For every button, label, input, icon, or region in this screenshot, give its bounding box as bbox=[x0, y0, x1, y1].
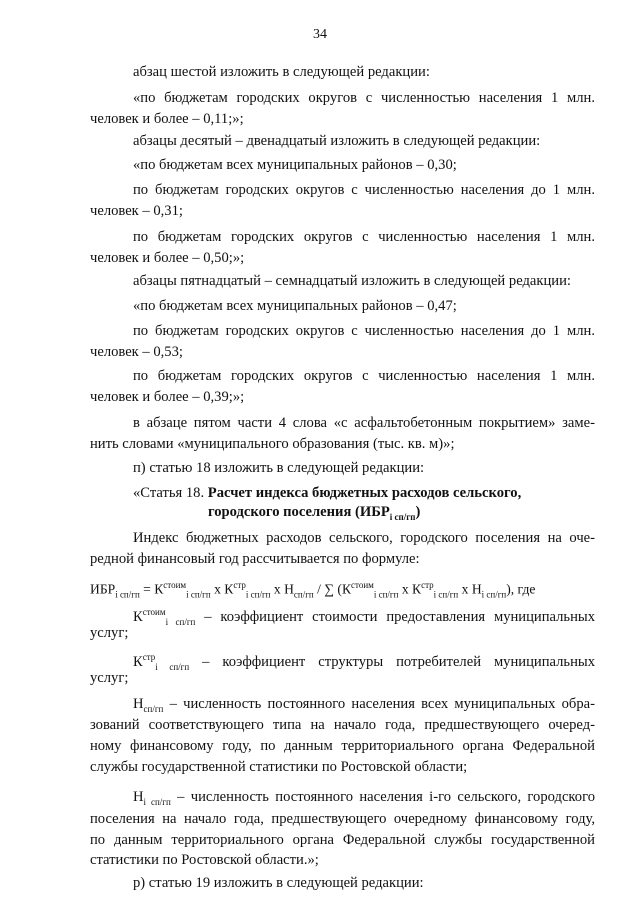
text-line: р) статью 19 изложить в следующей редакции: bbox=[133, 875, 424, 891]
text-line: нить словами «муниципального образования (тыс. кв. м)»; bbox=[90, 436, 455, 453]
text-line: по бюджетам городских округов с численностью населения 1 млн. bbox=[133, 228, 595, 245]
paragraph bbox=[90, 295, 595, 317]
paragraph bbox=[90, 527, 595, 549]
paragraph bbox=[90, 457, 595, 479]
formula-part: х К bbox=[210, 581, 234, 597]
paragraph-continuation bbox=[90, 433, 595, 455]
text-line: по данным территориального органа Федеральной службы государственной bbox=[90, 832, 595, 848]
subscript: i сп/гп bbox=[433, 588, 459, 599]
superscript: стр bbox=[421, 579, 434, 590]
formula-part: ), где bbox=[506, 581, 536, 597]
paragraph bbox=[90, 226, 595, 248]
symbol: $К^{стоим}_{i сп/гп}$ bbox=[133, 607, 196, 628]
text-line: в абзаце пятом части 4 слова «с асфальтобетонным покрытием» заме- bbox=[133, 415, 595, 432]
text-line: п) статью 18 изложить в следующей редакции: bbox=[133, 460, 425, 477]
text-line: – численность постоянного населения i-го сельского, городского bbox=[170, 789, 595, 805]
subscript: i сп/гп bbox=[245, 588, 271, 599]
text-line: службы государственной статистики по Ростовской области; bbox=[90, 758, 468, 775]
text-line: человек и более – 0,39;»; bbox=[90, 389, 245, 406]
paragraph-continuation bbox=[90, 829, 595, 851]
text-line: по бюджетам городских округов с численностью населения до 1 млн. bbox=[133, 182, 595, 199]
text-line: абзацы десятый – двенадцатый изложить в следующей редакции: bbox=[133, 133, 541, 150]
text-line: человек – 0,31; bbox=[90, 203, 183, 220]
paragraph-continuation bbox=[90, 386, 595, 408]
text-line: услуг; bbox=[90, 625, 129, 642]
formula-part: х К bbox=[398, 581, 422, 597]
paragraph-continuation bbox=[90, 108, 595, 130]
subscript: i сп/гп bbox=[481, 588, 507, 599]
article-title: Расчет индекса бюджетных расходов сельского, bbox=[207, 484, 522, 501]
paragraph bbox=[90, 179, 595, 201]
text-line: «по бюджетам всех муниципальных районов – 0,30; bbox=[133, 157, 457, 174]
text-line: услуг; bbox=[90, 670, 129, 687]
paragraph-continuation bbox=[90, 247, 595, 269]
formula bbox=[90, 574, 595, 605]
subscript: i сп/гп bbox=[115, 588, 140, 599]
text-line: зований соответствующего типа на начало года, предшествующего очеред- bbox=[90, 716, 595, 733]
symbol: $Н_{сп/гп}$ bbox=[133, 695, 164, 714]
article-title: ) bbox=[415, 503, 421, 520]
formula-part: ИБР bbox=[90, 581, 116, 597]
text-line: редной финансовый год рассчитывается по формуле: bbox=[90, 550, 420, 567]
text-line: поселения на начало года, предшествующего очередному финансовому году, bbox=[90, 811, 595, 827]
paragraph-continuation bbox=[90, 808, 595, 830]
text-line: абзац шестой изложить в следующей редакции: bbox=[133, 63, 430, 80]
paragraph bbox=[90, 320, 595, 342]
subscript: i сп/гп bbox=[373, 588, 399, 599]
paragraph-continuation bbox=[90, 756, 595, 778]
paragraph-continuation bbox=[90, 341, 595, 363]
text-line: по бюджетам городских округов с численностью населения до 1 млн. bbox=[133, 322, 595, 339]
paragraph bbox=[90, 154, 595, 176]
symbol: $К^{стр}_{i сп/гп}$ bbox=[133, 652, 190, 672]
paragraph bbox=[90, 872, 595, 894]
subscript: i сп/гп bbox=[389, 511, 416, 522]
paragraph-continuation bbox=[90, 622, 595, 644]
symbol: $Н_{i сп/гп}$ bbox=[133, 789, 171, 807]
paragraph-continuation bbox=[90, 714, 595, 736]
paragraph bbox=[90, 412, 595, 434]
text-line: человек и более – 0,11;»; bbox=[90, 110, 244, 127]
formula-part: = К bbox=[139, 581, 164, 597]
text-line: – коэффициент стоимости предоставления муниципальных bbox=[195, 609, 595, 626]
subscript: сп/гп bbox=[293, 588, 314, 599]
text-line: – численность постоянного населения всех муниципальных обра- bbox=[163, 695, 595, 712]
paragraph bbox=[90, 61, 595, 83]
article-heading-continuation bbox=[208, 501, 588, 528]
text-line: «по бюджетам городских округов с численностью населения 1 млн. bbox=[133, 89, 595, 106]
paragraph bbox=[90, 130, 595, 152]
superscript: стоим bbox=[163, 579, 187, 590]
paragraph-continuation bbox=[90, 850, 595, 870]
paragraph-continuation bbox=[90, 200, 595, 222]
article-title: городского поселения (ИБР bbox=[208, 503, 390, 520]
paragraph-continuation bbox=[90, 548, 595, 570]
text-line: статистики по Ростовской области.»; bbox=[90, 852, 319, 868]
paragraph bbox=[90, 87, 595, 109]
superscript: стоим bbox=[351, 579, 374, 590]
formula-part: х Н bbox=[270, 581, 294, 597]
text-line: абзацы пятнадцатый – семнадцатый изложить в следующей редакции: bbox=[133, 272, 571, 289]
text-line: Индекс бюджетных расходов сельского, городского поселения на оче- bbox=[133, 529, 595, 546]
text-line: по бюджетам городских округов с численностью населения 1 млн. bbox=[133, 368, 595, 385]
text-line: человек и более – 0,50;»; bbox=[90, 249, 245, 266]
paragraph bbox=[90, 365, 595, 387]
subscript: i сп/гп bbox=[186, 588, 211, 599]
article-number: «Статья 18. bbox=[133, 484, 205, 501]
paragraph bbox=[90, 270, 595, 292]
paragraph-continuation bbox=[90, 735, 595, 757]
text-line: – коэффициент структуры потребителей муниципальных bbox=[189, 654, 595, 670]
formula-part: х Н bbox=[458, 581, 482, 597]
text-line: человек – 0,53; bbox=[90, 343, 183, 360]
formula-part: / ∑ (К bbox=[313, 581, 352, 597]
text-line: «по бюджетам всех муниципальных районов – 0,47; bbox=[133, 297, 457, 314]
text-line: ному финансовому году, по данным территориального органа Федеральной bbox=[90, 737, 595, 754]
paragraph-continuation bbox=[90, 667, 595, 689]
superscript: стр bbox=[233, 579, 246, 590]
page-number: 34 bbox=[313, 27, 327, 42]
